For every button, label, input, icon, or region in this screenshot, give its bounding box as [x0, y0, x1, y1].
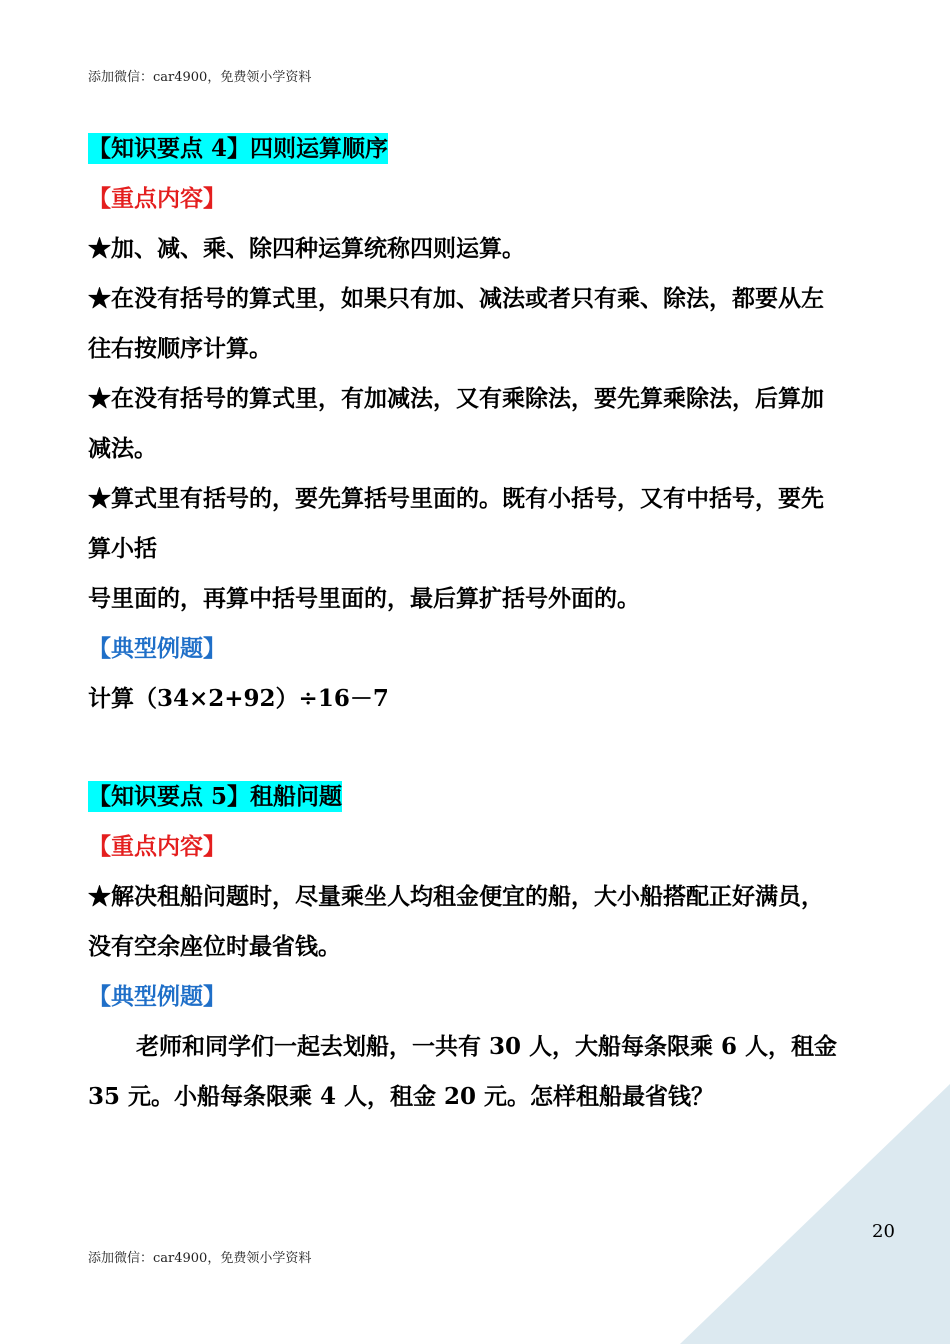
section4-point-3-cont: 减法。: [88, 435, 157, 462]
corner-decoration: [680, 1084, 950, 1344]
section5-point-1-cont: 没有空余座位时最省钱。: [88, 933, 341, 960]
section4-example: 计算（34×2+92）÷16－7: [88, 685, 389, 712]
section5-example-label: 【典型例题】: [88, 983, 226, 1010]
section4-point-1: ★加、减、乘、除四种运算统称四则运算。: [88, 235, 525, 262]
section4-example-label: 【典型例题】: [88, 635, 226, 662]
section5-key-label: 【重点内容】: [88, 833, 226, 860]
section4-title: 【知识要点 4】四则运算顺序: [88, 135, 389, 162]
page-number: 20: [872, 1221, 895, 1242]
section4-key-label: 【重点内容】: [88, 185, 226, 212]
section4-point-2-cont: 往右按顺序计算。: [88, 335, 272, 362]
section4-point-2: ★在没有括号的算式里，如果只有加、减法或者只有乘、除法，都要从左: [88, 285, 824, 312]
section5-point-1: ★解决租船问题时，尽量乘坐人均租金便宜的船，大小船搭配正好满员，: [88, 883, 824, 910]
section4-point-4-cont: 算小括: [88, 535, 157, 562]
section4-point-4: ★算式里有括号的，要先算括号里面的。既有小括号，又有中括号，要先: [88, 485, 824, 512]
section5-example-line-1: 老师和同学们一起去划船，一共有 30 人，大船每条限乘 6 人，租金: [136, 1033, 838, 1060]
header-note: 添加微信：car4900，免费领小学资料: [88, 70, 312, 85]
section4-point-3: ★在没有括号的算式里，有加减法，又有乘除法，要先算乘除法，后算加: [88, 385, 824, 412]
section4-point-4-cont2: 号里面的，再算中括号里面的，最后算扩括号外面的。: [88, 585, 640, 612]
section5-title: 【知识要点 5】租船问题: [88, 783, 343, 810]
footer-note: 添加微信：car4900，免费领小学资料: [88, 1251, 312, 1266]
section5-example-line-2: 35 元。小船每条限乘 4 人，租金 20 元。怎样租船最省钱？: [88, 1083, 715, 1110]
